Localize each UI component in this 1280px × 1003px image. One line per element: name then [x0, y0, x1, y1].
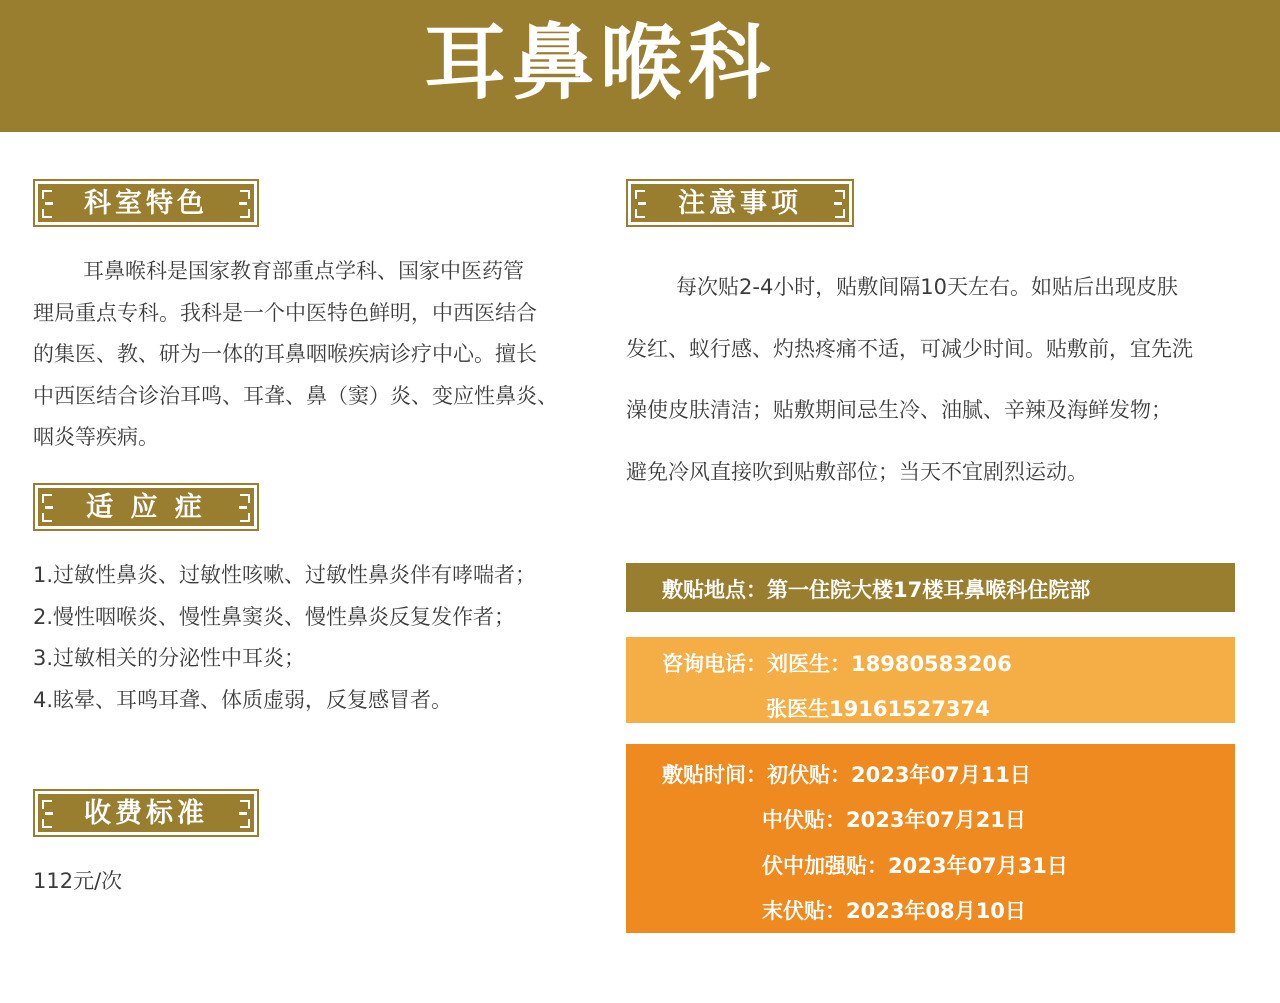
section-title: 收费标准 [84, 798, 208, 829]
location-text: 敷贴地点：第一住院大楼17楼耳鼻喉科住院部 [662, 578, 1091, 602]
phone-label: 咨询电话： [662, 652, 767, 676]
fee-text: 112元/次 [33, 869, 123, 893]
schedule-box [626, 744, 1235, 933]
indications-list [33, 555, 613, 721]
schedule-line-1 [662, 759, 1031, 789]
notes-paragraph [626, 257, 1266, 503]
section-title: 注意事项 [678, 188, 802, 219]
text-line: 咽炎等疾病。 [33, 425, 159, 449]
header-banner [0, 0, 1280, 132]
phone-number: 张医生19161527374 [766, 697, 990, 721]
text-line: 耳鼻喉科是国家教育部重点学科、国家中医药管 [83, 259, 524, 283]
section-title: 适 应 症 [86, 492, 206, 523]
page-title: 耳鼻喉科 [423, 16, 776, 111]
text-line: 每次贴2-4小时，贴敷间隔10天左右。如贴后出现皮肤 [676, 275, 1179, 299]
corner-ornament-icon [236, 800, 250, 828]
text-line: 中西医结合诊治耳鸣、耳聋、鼻（窦）炎、变应性鼻炎、 [33, 383, 558, 408]
text-line: 澡使皮肤清洁；贴敷期间忌生冷、油腻、辛辣及海鲜发物； [626, 398, 1172, 422]
text-line: 的集医、教、研为一体的耳鼻咽喉疾病诊疗中心。擅长 [33, 342, 537, 366]
schedule-label: 敷贴时间： [662, 763, 767, 787]
features-paragraph [33, 251, 593, 459]
schedule-date: 初伏贴：2023年07月11日 [767, 763, 1031, 787]
section-tag-features [33, 179, 259, 227]
list-item: 1.过敏性鼻炎、过敏性咳嗽、过敏性鼻炎伴有哮喘者； [33, 563, 537, 587]
schedule-date: 末伏贴：2023年08月10日 [762, 899, 1026, 923]
list-item: 2.慢性咽喉炎、慢性鼻窦炎、慢性鼻炎反复发作者； [33, 604, 516, 629]
section-tag-notes [626, 179, 854, 227]
corner-ornament-icon [831, 190, 845, 218]
phone-box [626, 637, 1235, 723]
location-box [626, 563, 1235, 612]
section-tag-fees [33, 789, 259, 837]
phone-number: 刘医生：18980583206 [767, 652, 1012, 676]
section-tag-indications [33, 483, 259, 531]
corner-ornament-icon [236, 190, 250, 218]
list-item: 4.眩晕、耳鸣耳聋、体质虚弱，反复感冒者。 [33, 687, 453, 712]
text-line: 避免冷风直接吹到贴敷部位；当天不宜剧烈运动。 [626, 459, 1088, 484]
phone-line-1 [662, 648, 1012, 678]
text-line: 发红、蚁行感、灼热疼痛不适，可减少时间。贴敷前，宜先洗 [626, 336, 1193, 361]
list-item: 3.过敏相关的分泌性中耳炎； [33, 646, 306, 670]
schedule-date: 中伏贴：2023年07月21日 [762, 808, 1026, 832]
text-line: 理局重点专科。我科是一个中医特色鲜明，中西医结合 [33, 300, 537, 325]
corner-ornament-icon [236, 494, 250, 522]
schedule-date: 伏中加强贴：2023年07月31日 [762, 854, 1068, 878]
section-title: 科室特色 [84, 188, 208, 219]
